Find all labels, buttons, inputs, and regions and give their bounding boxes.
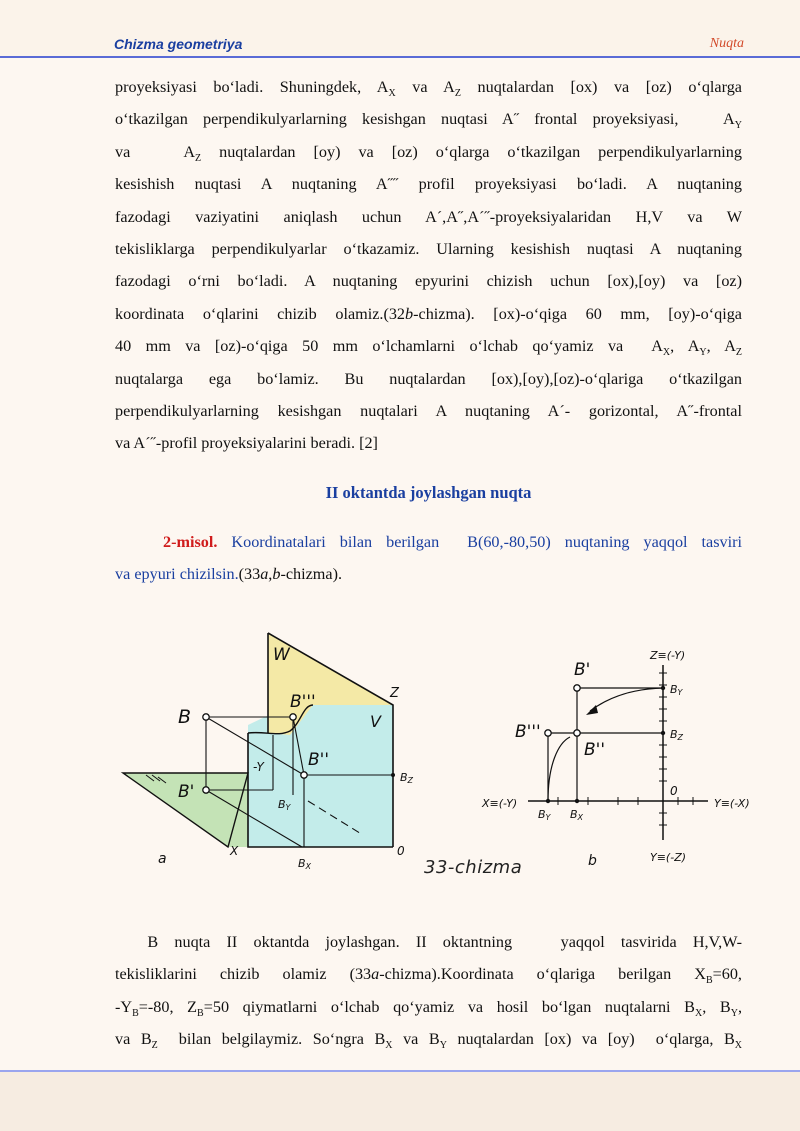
text-line: 40 mm va [oz)-o‘qiga 50 mm o‘lchamlarni o‘lchab qo‘yamiz va $A_X$, $A_Y$, $A_Z$ [115, 337, 742, 359]
label-b2: B'' [308, 750, 330, 770]
text-line: va A´˝-profil proyeksiyalarini beradi. [2] [115, 434, 378, 453]
text-line: va $A_Z$ nuqtalardan [oy) va [oz) o‘qlarga o‘tkazilgan perpendikulyarlarning [115, 142, 742, 165]
text-line: proyeksiyasi bo‘ladi. Shuningdek, $A_X$ va $A_Z$ nuqtalardan [ox) va [oz) o‘qlarga [115, 78, 742, 100]
text-line: tekisliklarini chizib olamiz (33a-chizma).Koordinata o‘qlariga berilgan $X_B=60$, [115, 965, 742, 987]
marker-bx: BX [570, 808, 584, 822]
text-line: kesishish nuqtasi A nuqtaning A˝˝ profil proyeksiyasi bo‘ladi. A nuqtaning [115, 175, 742, 194]
text-line: B nuqta II oktantda joylashgan. II oktantning yaqqol tasvirida H,V,W- [115, 933, 742, 951]
point-b1: B' [574, 660, 591, 680]
text-line: fazodagi vaziyatini aniqlash uchun A´,A˝,A´˝-proyeksiyalaridan H,V va W [115, 207, 742, 226]
example-line-2 [115, 558, 742, 590]
figure-33 [118, 625, 758, 890]
label-b3: B''' [290, 692, 316, 712]
text-line: perpendikulyarlarning kesishgan nuqtalari A nuqtaning A´- gorizontal, A˝-frontal [115, 402, 742, 421]
label-origin: 0 [397, 844, 405, 858]
header-rule [0, 56, 800, 58]
section-heading: II oktantda joylashgan nuqta [325, 483, 532, 502]
label-b: B [178, 706, 192, 728]
figure-tag-b: b [588, 853, 597, 869]
example-line-1 [115, 526, 742, 558]
page-footer [0, 1072, 800, 1131]
example-text-2: va epyuri chizilsin. [115, 565, 239, 584]
section-title: Nuqta [709, 36, 744, 51]
label-by: BY [278, 798, 291, 812]
text-line: nuqtalarga ega bo‘lamiz. Bu nuqtalardan [ox),[oy),[oz)-o‘qlariga o‘tkazilgan [115, 369, 742, 388]
point-b2: B'' [584, 740, 606, 760]
example-text: Koordinatalari bilan berilgan B(60,-80,50) nuqtaning yaqqol tasviri [231, 533, 743, 551]
label-bx: BX [298, 857, 312, 871]
text-line: tekisliklarga perpendikulyarlar o‘tkazamiz. Ularning kesishish nuqtasi A nuqtaning [115, 240, 742, 259]
example-ref: (33a,b-chizma). [238, 565, 343, 584]
text-line: o‘tkazilgan perpendikulyarlarning kesishgan nuqtasi A˝ frontal proyeksiyasi, $A_Y$ [115, 110, 742, 132]
example-label: 2-misol. [163, 533, 218, 551]
point-b3: B''' [515, 722, 541, 742]
figure-b [481, 649, 750, 869]
label-b1: B' [178, 782, 195, 802]
axis-y-right-label: Y≡(-X) [714, 797, 750, 810]
figure-caption: 33-chizma [424, 857, 523, 878]
label-bz: BZ [400, 771, 414, 785]
label-w: W [273, 645, 290, 665]
figure-a [123, 633, 414, 871]
text-line: $-Y_B=-80$, $Z_B=50$ qiymatlarni o‘lchab qo‘yamiz va hosil bo‘lgan nuqtalarni $B_X$, $B_Y$, [115, 997, 742, 1020]
paragraph-1 [115, 71, 742, 460]
label-v: V [370, 712, 381, 731]
figure-tag-a: a [158, 851, 167, 867]
axis-y-bottom-label: Y≡(-Z) [650, 851, 687, 864]
text-line: koordinata o‘qlarini chizib olamiz.(32b-chizma). [ox)-o‘qiga 60 mm, [oy)-o‘qiga [115, 304, 742, 323]
page-header [0, 0, 800, 58]
text-line: va $B_Z$ bilan belgilaymiz. So‘ngra $B_X$ va $B_Y$ nuqtalardan [ox) va [oy) o‘qlarga, $B_X$ [115, 1030, 743, 1052]
marker-by-top: BY [670, 683, 683, 697]
marker-bz: BZ [670, 728, 684, 742]
axis-x-label: X≡(-Y) [482, 797, 518, 810]
label-x: X [230, 844, 239, 858]
example-block [115, 526, 742, 591]
marker-by-bottom: BY [538, 808, 551, 822]
label-z: Z [390, 686, 399, 701]
label-minus-y: -Y [253, 760, 264, 774]
origin-label: 0 [670, 784, 678, 798]
axis-z-label: Z≡(-Y) [650, 649, 686, 662]
text-line: fazodagi o‘rni bo‘ladi. A nuqtaning epyurini chizish uchun [ox),[oy) va [oz) [115, 272, 742, 291]
running-title: Chizma geometriya [114, 36, 243, 52]
paragraph-3 [115, 926, 742, 1056]
